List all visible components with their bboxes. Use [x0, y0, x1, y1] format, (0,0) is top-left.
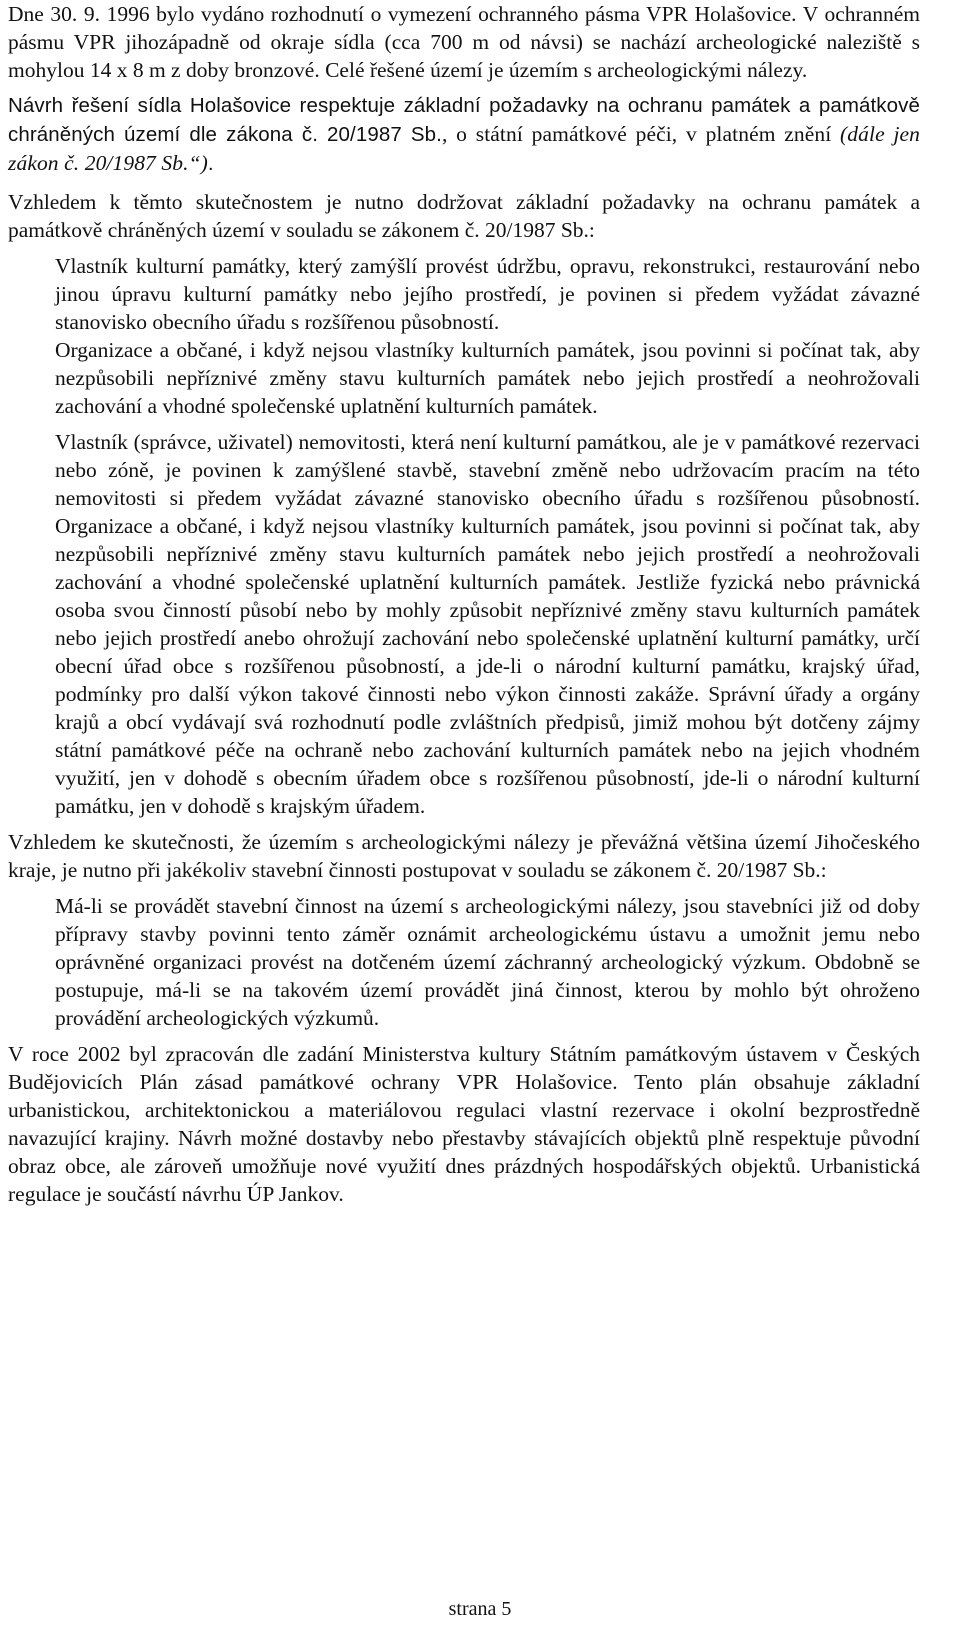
paragraph-organizations: Organizace a občané, i když nejsou vlastníky kulturních památek, jsou povinni si počínat tak, aby nezpůsobili nepříznivé změny stavu kulturních památek nebo jejich prostředí a neohrožovali zachování a vhodné společenské uplatnění kulturních památek. [55, 338, 920, 418]
paragraph-archaeology-region: Vzhledem ke skutečnosti, že územím s archeologickými nálezy je převážná většina území Jihočeského kraje, je nutno při jakékoliv stavební činnosti postupovat v souladu se zákonem č. 20/1987 Sb.: [8, 830, 920, 882]
proposal-end: . [207, 152, 214, 175]
paragraph-property-owner: Vlastník (správce, uživatel) nemovitosti, která není kulturní památkou, ale je v památkové rezervaci nebo zóně, je povinen k zamýšlené stavbě, stavební změně nebo udržovacím pracím na této nemovitosti si předem vyžádat závazné stanovisko obecního úřadu s rozšířenou působností. Organizace a občané, i když nejsou vlastníky kulturních památek, jsou povinni si počínat tak, aby nezpůsobili nepříznivé změny stavu kulturních památek nebo jejich prostředí a neohrožovali zachování a vhodné společenské uplatnění kulturních památek. Jestliže fyzická nebo právnická osoba svou činností působí nebo by mohly způsobit nepříznivé změny stavu kulturních památek nebo jejich prostředí anebo ohrožují zachování nebo společenské uplatnění kulturní památky, určí obecní úřad obce s rozšířenou působností, a jde-li o národní kulturní památku, krajský úřad, podmínky pro další výkon takové činnosti nebo výkon činnosti zakáže. Správní úřady a orgány krajů a obcí vydávají svá rozhodnutí podle zvláštních předpisů, jimiž mohou být dotčeny zájmy státní památkové péče na ochraně nebo zachování kulturních památek nebo na jejich vhodném využití, jen v dohodě s obecním úřadem obce s rozšířenou působností, jde-li o národní kulturní památku, jen v dohodě s krajským úřadem. [55, 430, 920, 818]
proposal-law-italic: (dále jen zákon č. 20/1987 Sb.“) [8, 122, 921, 175]
paragraph-proposal [8, 92, 920, 178]
paragraph-construction: Má-li se provádět stavební činnost na území s archeologickými nálezy, jsou stavebníci již od doby přípravy stavby povinni tento záměr oznámit archeologickému ústavu a umožnit jemu nebo oprávněné organizaci provést na dotčeném území záchranný archeologický výzkum. Obdobně se postupuje, má-li se na takovém území provádět jiná činnost, kterou by mohlo být ohroženo provádění archeologických výzkumů. [55, 894, 920, 1030]
proposal-law-text: , o státní památkové péči, v platném znění [441, 122, 841, 146]
paragraph-requirements: Vzhledem k těmto skutečnostem je nutno dodržovat základní požadavky na ochranu památek a památkově chráněných území v souladu se zákonem č. 20/1987 Sb.: [8, 190, 920, 242]
paragraph-owner-duties: Vlastník kulturní památky, který zamýšlí provést údržbu, opravu, rekonstrukci, restaurování nebo jinou úpravu kulturní památky nebo jejího prostředí, je povinen si předem vyžádat závazné stanovisko obecního úřadu s rozšířenou působností. [55, 254, 920, 334]
paragraph-plan-2002: V roce 2002 byl zpracován dle zadání Ministerstva kultury Státním památkovým ústavem v Českých Budějovicích Plán zásad památkové ochrany VPR Holašovice. Tento plán obsahuje základní urbanistickou, architektonickou a materiálovou regulaci vlastní rezervace i okolní bezprostředně navazující krajiny. Návrh možné dostavby nebo přestavby stávajících objektů plně respektuje původní obraz obce, ale zároveň umožňuje nové využití dnes prázdných hospodářských objektů. Urbanistická regulace je součástí návrhu ÚP Jankov. [8, 1042, 920, 1206]
document-page [8, 0, 920, 1208]
page-number: strana 5 [448, 1598, 512, 1620]
proposal-text: Návrh řešení sídla Holašovice respektuje základní požadavky na ochranu památek a památkově chráněných území dle zákona č. 20/1987 Sb. [8, 94, 920, 146]
paragraph-protection-zone: Dne 30. 9. 1996 bylo vydáno rozhodnutí o vymezení ochranného pásma VPR Holašovice. V ochranném pásmu VPR jihozápadně od okraje sídla (cca 700 m od návsi) se nachází archeologické naleziště s mohylou 14 x 8 m z doby bronzové. Celé řešené území je územím s archeologickými nálezy. [8, 2, 920, 82]
